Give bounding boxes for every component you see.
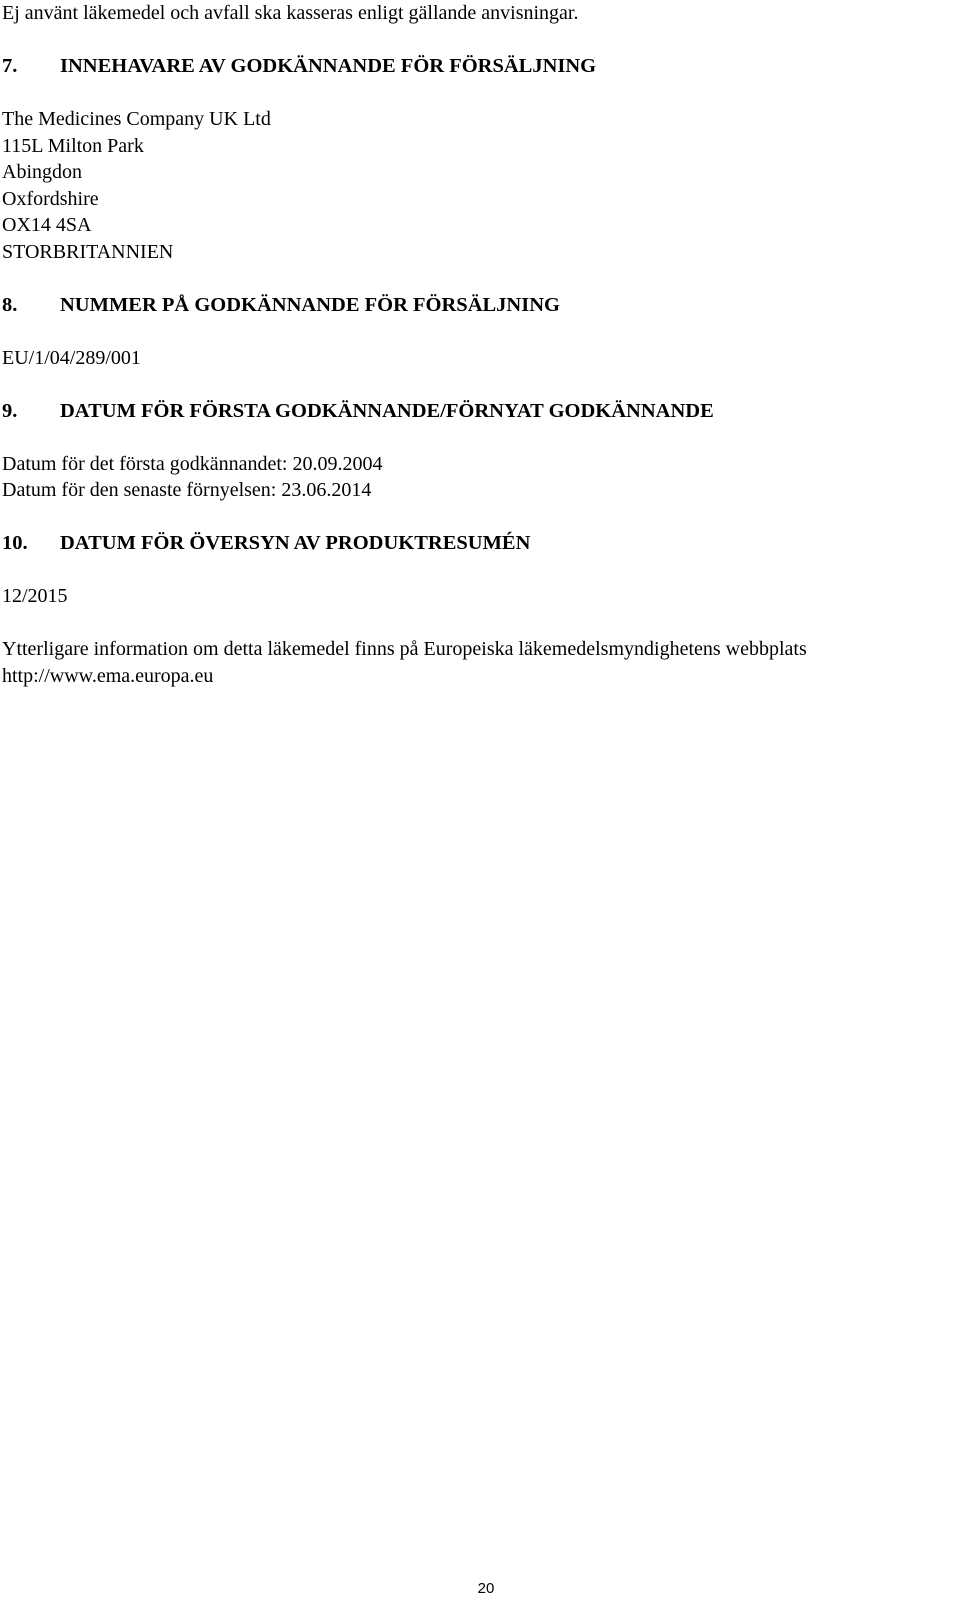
- revision-date: 12/2015: [2, 585, 68, 607]
- address-line: OX14 4SA: [2, 214, 92, 236]
- address-line: STORBRITANNIEN: [2, 240, 174, 263]
- section-10-number: 10.: [2, 532, 28, 554]
- latest-renewal-date: Datum för den senaste förnyelsen: 23.06.2014: [2, 479, 372, 501]
- section-9-heading: [2, 398, 952, 425]
- section-10-heading: [2, 530, 952, 557]
- address-line: 115L Milton Park: [2, 134, 144, 157]
- authorisation-number: EU/1/04/289/001: [2, 346, 141, 369]
- section-8-heading: [2, 292, 952, 319]
- page-number-value: 20: [477, 1580, 495, 1597]
- page-number: [0, 1580, 960, 1598]
- more-info-text: Ytterligare information om detta läkemedel finns på Europeiska läkemedelsmyndighetens webbplats: [2, 638, 807, 660]
- first-authorisation-date: Datum för det första godkännandet: 20.09.2004: [2, 452, 383, 475]
- holder-address: [2, 106, 952, 265]
- section-8-title: NUMMER PÅ GODKÄNNANDE FÖR FÖRSÄLJNING: [60, 293, 560, 316]
- document-page: [2, 0, 952, 689]
- section-7-title: INNEHAVARE AV GODKÄNNANDE FÖR FÖRSÄLJNING: [60, 55, 597, 77]
- section-9-title: DATUM FÖR FÖRSTA GODKÄNNANDE/FÖRNYAT GODKÄNNANDE: [60, 399, 714, 422]
- ema-website-link[interactable]: http://www.ema.europa.eu: [2, 664, 214, 687]
- section-9-number: 9.: [2, 399, 18, 422]
- address-line: The Medicines Company UK Ltd: [2, 108, 271, 130]
- address-line: Oxfordshire: [2, 187, 99, 210]
- section-7-number: 7.: [2, 55, 18, 77]
- disposal-instruction: Ej använt läkemedel och avfall ska kasseras enligt gällande anvisningar.: [2, 2, 579, 24]
- section-10-title: DATUM FÖR ÖVERSYN AV PRODUKTRESUMÉN: [60, 532, 531, 554]
- section-8-number: 8.: [2, 293, 18, 316]
- section-7-heading: [2, 53, 952, 80]
- address-line: Abingdon: [2, 161, 82, 183]
